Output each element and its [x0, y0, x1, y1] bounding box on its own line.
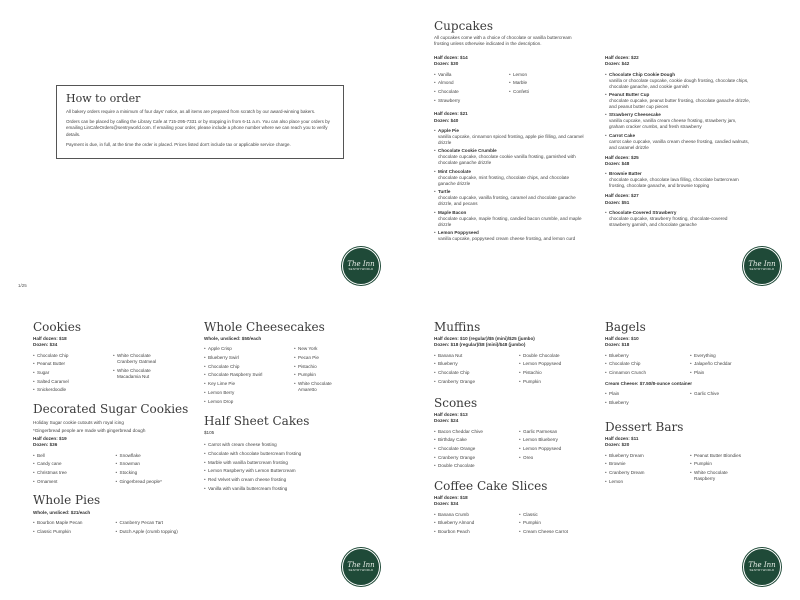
- dessert-bars-section: [605, 436, 775, 486]
- list-item: • Banana Nut: [434, 352, 519, 361]
- list-item: • Cinnamon Crunch: [605, 369, 690, 378]
- cupcakes-g2-half: Half dozen: $21: [434, 111, 468, 117]
- cheesecakes-title: Whole Cheesecakes: [204, 320, 325, 334]
- cupcakes-g5-list: [605, 210, 750, 228]
- list-item: • Blueberry: [605, 399, 690, 408]
- sheet-cakes-section: [204, 430, 384, 494]
- list-item: • Bourbon Maple Pecan: [33, 519, 116, 528]
- list-item: • Almond: [434, 79, 509, 88]
- decorated-half: Half dozen: $19: [33, 436, 67, 441]
- list-item: • Classic: [519, 511, 604, 520]
- list-item: • Blueberry: [434, 360, 519, 369]
- list-item: • Pumpkin: [690, 460, 775, 469]
- how-to-order-contact: Orders can be placed by calling the Library Cafe at 715-295-7331 or by stopping in from 6-11 a.m. You can also place your orders by emailing LinCafeOrders@sentryworld.com. If emailing your order, please include a phone number where we can reach you to verify details.: [66, 119, 330, 137]
- list-item: • Cranberry Pecan Tart: [116, 519, 199, 528]
- list-item: • Cranberry Orange: [434, 454, 519, 463]
- list-item: • Sugar: [33, 369, 113, 378]
- list-item: • Lemon: [509, 71, 584, 80]
- cheesecakes-price: Whole, unsliced: $50/each: [204, 336, 262, 341]
- list-item: • White Chocolate Raspberry: [690, 469, 738, 484]
- list-item: • Banana Crumb: [434, 511, 519, 520]
- list-item: • Birthday Cake: [434, 436, 519, 445]
- list-item: • Dutch Apple (crumb topping): [116, 528, 199, 537]
- list-item: • Vanilla: [434, 71, 509, 80]
- logo-subtext: SENTRYWORLD: [749, 267, 775, 272]
- list-item: • Lemon: [605, 478, 690, 487]
- list-item: • Gingerbread people*: [116, 478, 199, 487]
- list-item: • Pumpkin: [519, 378, 604, 387]
- list-item: • Oreo: [519, 454, 604, 463]
- pies-title: Whole Pies: [33, 493, 101, 507]
- list-item: • Brownie Batter chocolate cupcake, chocolate lava filling, chocolate buttercream frosting, chocolate ganache, and brownie topping: [605, 171, 750, 189]
- inn-logo: [342, 548, 380, 586]
- list-item: • Lemon Drop: [204, 398, 294, 407]
- list-item: • Chocolate Chip: [605, 360, 690, 369]
- logo-text: The Inn: [748, 561, 776, 570]
- scones-title: Scones: [434, 396, 478, 410]
- cheesecakes-section: [204, 336, 384, 406]
- list-item: • Carrot with cream cheese frosting: [204, 441, 384, 450]
- list-item: • Bacon Cheddar Chive: [434, 428, 519, 437]
- cupcakes-g5-half: Half dozen: $27: [605, 193, 639, 199]
- decorated-cookies-title: Decorated Sugar Cookies: [33, 402, 189, 416]
- list-item: • Chocolate Chip: [434, 369, 519, 378]
- list-item: • Blueberry Swirl: [204, 354, 294, 363]
- logo-subtext: SENTRYWORLD: [348, 267, 374, 272]
- list-item: • Stocking: [116, 469, 199, 478]
- list-item: • Pumpkin: [519, 519, 604, 528]
- list-item: • Turtle chocolate cupcake, vanilla frosting, caramel and chocolate ganache drizzle, and pecans: [434, 189, 584, 207]
- page-number: 1/25: [18, 283, 27, 288]
- list-item: • Vanilla with vanilla buttercream frosting: [204, 485, 384, 494]
- inn-logo: [743, 247, 781, 285]
- muffins-dozen: Dozen: $18 (regular)/$8 (mini)/$48 (jumbo): [434, 342, 526, 348]
- list-item: • Key Lime Pie: [204, 380, 294, 389]
- scones-section: [434, 412, 604, 471]
- list-item: • Brownie: [605, 460, 690, 469]
- scones-half: Half dozen: $13: [434, 412, 468, 417]
- bagels-section: [605, 336, 775, 407]
- list-item: • Marble: [509, 79, 584, 88]
- list-item: • White Chocolate Macadamia Nut: [113, 367, 161, 382]
- cupcakes-g2-list: [434, 128, 584, 242]
- list-item: • Peanut Butter: [33, 360, 113, 369]
- list-item: • Blueberry Almond: [434, 519, 519, 528]
- list-item: • Ornament: [33, 478, 116, 487]
- list-item: • Plain: [605, 390, 690, 399]
- coffee-cake-half: Half dozen: $18: [434, 495, 468, 500]
- list-item: • Chocolate with chocolate buttercream frosting: [204, 450, 384, 459]
- list-item: • Blueberry Dream: [605, 452, 690, 461]
- list-item: • Candy cane: [33, 460, 116, 469]
- list-item: • Lemon Poppyseed: [519, 360, 604, 369]
- coffee-cake-dozen: Dozen: $34: [434, 501, 459, 507]
- list-item: • Pistachio: [294, 363, 384, 372]
- list-item: • Christmas tree: [33, 469, 116, 478]
- how-to-order-box: [56, 85, 344, 159]
- logo-text: The Inn: [347, 561, 375, 570]
- list-item: • Pistachio: [519, 369, 604, 378]
- list-item: • Strawberry: [434, 97, 509, 106]
- list-item: • Chocolate Orange: [434, 445, 519, 454]
- logo-subtext: SENTRYWORLD: [749, 568, 775, 573]
- list-item: • Chocolate Raspberry Swirl: [204, 371, 294, 380]
- coffee-cake-title: Coffee Cake Slices: [434, 479, 548, 493]
- cupcakes-g3-dozen: Dozen: $42: [605, 61, 630, 67]
- inn-logo: [743, 548, 781, 586]
- list-item: • Pecan Pie: [294, 354, 384, 363]
- list-item: • Garlic Parmesan: [519, 428, 604, 437]
- list-item: • Jalapeño Cheddar: [690, 360, 775, 369]
- cupcakes-intro: All cupcakes come with a choice of chocolate or vanilla buttercream frosting unless otherwise indicated in the description.: [434, 35, 572, 46]
- list-item: • Lemon Berry: [204, 389, 294, 398]
- list-item: • Carrot Cake carrot cake cupcake, vanilla cream cheese frosting, candied walnuts, and caramel drizzle: [605, 133, 750, 151]
- list-item: • Apple Crisp: [204, 345, 294, 354]
- bagels-title: Bagels: [605, 320, 646, 334]
- list-item: • Snowflake: [116, 452, 199, 461]
- decorated-note: *Gingerbread people are made with gingerbread dough: [33, 428, 146, 433]
- list-item: • Chocolate-Covered Strawberry chocolate cupcake, strawberry frosting, chocolate-covered strawberry garnish, and chocolate ganache: [605, 210, 750, 228]
- scones-dozen: Dozen: $24: [434, 418, 459, 424]
- cupcakes-g4-dozen: Dozen: $48: [605, 161, 630, 167]
- list-item: • New York: [294, 345, 384, 354]
- sheet-cakes-title: Half Sheet Cakes: [204, 414, 310, 428]
- how-to-order-notice: All bakery orders require a minimum of four days' notice, as all items are prepared from scratch by our award-winning bakers.: [66, 109, 316, 114]
- bagels-half: Half dozen: $10: [605, 336, 639, 341]
- pies-price: Whole, unsliced: $21/each: [33, 510, 91, 515]
- muffins-section: [434, 336, 604, 386]
- list-item: • Chocolate Chip: [33, 352, 113, 361]
- cupcakes-title: Cupcakes: [434, 19, 493, 33]
- cream-cheese-price: Cream Cheese: $7.50/8-ounce container: [605, 380, 693, 386]
- list-item: • Classic Pumpkin: [33, 528, 116, 537]
- list-item: • Apple Pie vanilla cupcake, cinnamon spiced frosting, apple pie filling, and caramel drizzle: [434, 128, 584, 146]
- list-item: • Lemon Poppyseed: [519, 445, 604, 454]
- list-item: • Salted Caramel: [33, 378, 113, 387]
- list-item: • Chocolate Chip Cookie Dough vanilla or chocolate cupcake, cookie dough frosting, chocolate chips, chocolate ganache, and cookie garnish: [605, 72, 750, 90]
- list-item: • Cream Cheese Carrot: [519, 528, 604, 537]
- list-item: • Cranberry Dream: [605, 469, 690, 478]
- inn-logo: [342, 247, 380, 285]
- decorated-dozen: Dozen: $36: [33, 442, 58, 448]
- muffins-title: Muffins: [434, 320, 481, 334]
- list-item: • Maple Bacon chocolate cupcake, maple frosting, candied bacon crumble, and maple drizzle: [434, 210, 584, 228]
- list-item: • Bell: [33, 452, 116, 461]
- list-item: • White Chocolate Cranberry Oatmeal: [113, 352, 161, 367]
- list-item: • Strawberry Cheesecake vanilla cupcake, vanilla cream cheese frosting, strawberry jam, graham cracker crumbs, and fresh strawberry: [605, 112, 750, 130]
- list-item: • Garlic Chive: [690, 390, 775, 399]
- list-item: • Bourbon Peach: [434, 528, 519, 537]
- cupcakes-right-column: [605, 55, 750, 230]
- dessert-bars-half: Half dozen: $11: [605, 436, 639, 441]
- decorated-cookies-section: [33, 419, 198, 486]
- list-item: • Double Chocolate: [519, 352, 604, 361]
- cupcakes-g3-half: Half dozen: $22: [605, 55, 639, 60]
- cupcakes-left-column: [434, 55, 584, 244]
- cupcakes-g2-dozen: Dozen: $40: [434, 117, 459, 123]
- dessert-bars-title: Dessert Bars: [605, 420, 684, 434]
- list-item: • Double Chocolate: [434, 462, 519, 471]
- cupcakes-g4-list: [605, 171, 750, 189]
- logo-text: The Inn: [347, 260, 375, 269]
- cookies-title: Cookies: [33, 320, 81, 334]
- list-item: • Lemon Poppyseed vanilla cupcake, poppyseed cream cheese frosting, and lemon curd: [434, 230, 584, 242]
- cookies-section: [33, 336, 193, 395]
- list-item: • Lemon Blueberry: [519, 436, 604, 445]
- sheet-cakes-price: $105: [204, 430, 215, 435]
- cupcakes-g5-dozen: Dozen: $51: [605, 199, 630, 205]
- list-item: • Chocolate Chip: [204, 363, 294, 372]
- list-item: • White Chocolate Amaretto: [294, 380, 342, 395]
- list-item: • Blueberry: [605, 352, 690, 361]
- cookies-dozen: Dozen: $34: [33, 342, 58, 348]
- list-item: • Pumpkin: [294, 371, 384, 380]
- list-item: • Confetti: [509, 88, 584, 97]
- dessert-bars-dozen: Dozen: $20: [605, 442, 630, 448]
- cupcakes-g1-half: Half dozen: $14: [434, 55, 468, 60]
- logo-subtext: SENTRYWORLD: [348, 568, 374, 573]
- cookies-half: Half dozen: $18: [33, 336, 67, 341]
- coffee-cake-section: [434, 495, 604, 537]
- list-item: • Mint Chocolate chocolate cupcake, mint frosting, chocolate chips, and chocolate ganache drizzle: [434, 169, 584, 187]
- how-to-order-payment: Payment is due, in full, at the time the order is placed. Prices listed don't include tax or applicable service charge.: [66, 141, 291, 147]
- cupcakes-g1-list: [434, 71, 584, 106]
- pies-section: [33, 510, 198, 537]
- list-item: • Lemon Raspberry with Lemon Buttercream: [204, 467, 384, 476]
- cupcakes-g4-half: Half dozen: $25: [605, 154, 639, 160]
- list-item: • Peanut Butter Cup chocolate cupcake, peanut butter frosting, chocolate ganache drizzle, and peanut butter cup pieces: [605, 92, 750, 110]
- list-item: • Chocolate Cookie Crumble chocolate cupcake, chocolate cookie vanilla frosting, garnished with chocolate ganache drizzle: [434, 148, 584, 166]
- list-item: • Peanut Butter Blondies: [690, 452, 775, 461]
- list-item: • Chocolate: [434, 88, 509, 97]
- list-item: • Plain: [690, 369, 775, 378]
- decorated-intro: Holiday Sugar cookie cutouts with royal icing: [33, 420, 124, 425]
- bagels-dozen: Dozen: $18: [605, 342, 630, 348]
- logo-text: The Inn: [748, 260, 776, 269]
- cupcakes-g3-list: [605, 72, 750, 151]
- list-item: • Snickerdoodle: [33, 386, 113, 395]
- list-item: • Cranberry Orange: [434, 378, 519, 387]
- list-item: • Red Velvet with cream cheese frosting: [204, 476, 384, 485]
- cupcakes-g1-dozen: Dozen: $30: [434, 61, 459, 67]
- muffins-half: Half dozen: $10 (regular)/$5 (mini)/$25 (jumbo): [434, 336, 535, 341]
- list-item: • Everything: [690, 352, 775, 361]
- how-to-order-title: How to order: [66, 92, 141, 105]
- list-item: • Snowman: [116, 460, 199, 469]
- list-item: • Marble with vanilla buttercream frosting: [204, 459, 384, 468]
